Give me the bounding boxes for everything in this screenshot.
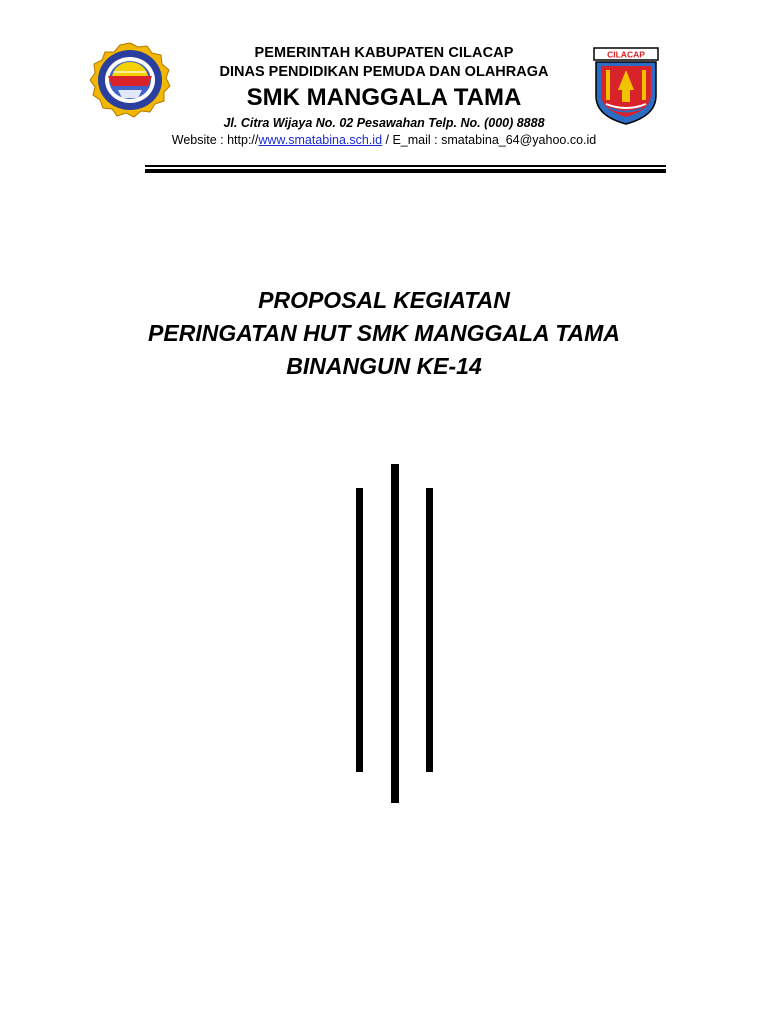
website-prefix: Website : http:// [171,133,259,147]
title-line-1: PROPOSAL KEGIATAN [258,287,510,313]
decorative-bar-right [426,488,433,772]
school-address: Jl. Citra Wijaya No. 02 Pesawahan Telp. No. (000) 8888 [223,116,545,130]
title-line-2: PERINGATAN HUT SMK MANGGALA TAMA [148,320,620,346]
email-text: / E_mail : smatabina_64@yahoo.co.id [382,133,597,147]
header-divider-thin [145,165,666,167]
header-divider-thick [145,169,666,173]
website-link[interactable]: www.smatabina.sch.id [258,133,383,147]
decorative-bar-left [356,488,363,772]
cilacap-regency-emblem-logo [592,46,660,126]
school-name: SMK MANGGALA TAMA [246,84,522,111]
decorative-bar-center [391,464,399,803]
government-name: PEMERINTAH KABUPATEN CILACAP [254,45,514,61]
title-line-3: BINANGUN KE-14 [286,353,482,379]
proposal-title [84,284,684,383]
letterhead [170,44,598,149]
school-emblem-logo [88,42,172,118]
emblem-label: CILACAP [607,49,645,60]
contact-line [170,132,598,149]
department-name: DINAS PENDIDIKAN PEMUDA DAN OLAHRAGA [219,64,549,80]
